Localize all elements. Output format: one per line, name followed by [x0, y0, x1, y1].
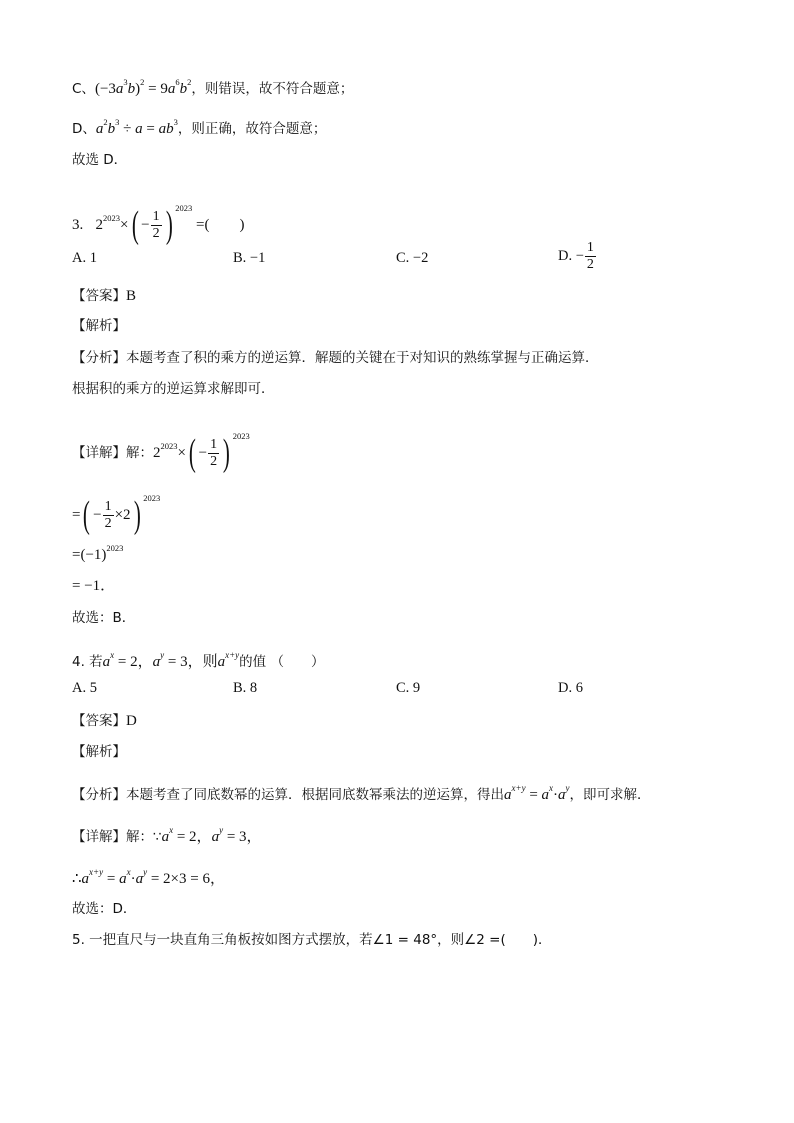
op: =: [103, 871, 120, 887]
option-b: B. 8: [233, 680, 258, 696]
text: ，则正确，故符合题意；: [177, 121, 327, 137]
op: ×: [120, 217, 129, 233]
fraction: [103, 499, 114, 532]
var: a: [541, 787, 550, 803]
text: = 3，则: [164, 654, 218, 670]
analysis-text-3: 【分析】本题考查了积的乘方的逆运算．解题的关键在于对知识的熟练掌握与正确运算．: [72, 350, 599, 366]
close-paren: ): [222, 432, 230, 474]
op: ×2: [114, 507, 131, 523]
var: a: [161, 829, 170, 845]
op: ×: [177, 445, 186, 461]
option-a: A. 5: [72, 680, 97, 696]
label: D、: [72, 121, 96, 137]
var: a: [504, 787, 512, 803]
close-paren: ): [133, 494, 141, 536]
text: 的值 （ ）: [239, 654, 325, 670]
denominator: 2: [586, 257, 594, 272]
var: a: [211, 829, 220, 845]
exp: 2023: [175, 203, 193, 213]
option-d: [558, 240, 597, 273]
detail-3: [72, 416, 250, 473]
minus: −: [198, 445, 208, 461]
option-b: B. −1: [233, 250, 266, 266]
option-d-explanation: [72, 112, 326, 139]
therefore-symbol: ∴: [72, 871, 82, 887]
conclusion-3: 故选：B．: [72, 610, 136, 626]
var: a: [95, 121, 104, 137]
var: a: [158, 121, 167, 137]
text: 4. 若: [72, 654, 103, 670]
option-c-explanation: [72, 72, 353, 99]
var: b: [107, 121, 116, 137]
equals: =: [72, 507, 81, 523]
exp: y: [565, 783, 570, 793]
exp: x: [549, 783, 554, 793]
exp: x+y: [89, 867, 104, 877]
exp: 6: [175, 77, 180, 87]
exp: 3: [173, 117, 178, 127]
text: =( ): [192, 217, 245, 233]
text: = 2，: [173, 829, 212, 845]
conclusion-text: 故选 D．: [72, 152, 128, 168]
exp: 2023: [103, 213, 121, 223]
exp: 3: [115, 117, 120, 127]
question-3: [72, 188, 245, 245]
question-4: [72, 645, 324, 672]
equals: =: [72, 547, 81, 563]
answer-label: 【答案】: [72, 288, 126, 304]
answer-4: [72, 711, 137, 731]
open-paren: (: [94, 81, 100, 97]
step-1: [72, 478, 160, 535]
close-paren: ): [165, 204, 173, 246]
answer-label: 【答案】: [72, 713, 126, 729]
question-number: 3.: [72, 217, 84, 233]
exp: y: [143, 867, 148, 877]
exp: y: [160, 650, 165, 660]
option-c: C. −2: [396, 250, 429, 266]
analysis-text-3b: 根据积的乘方的逆运算求解即可．: [72, 381, 275, 397]
var: a: [119, 871, 127, 887]
var: a: [217, 654, 226, 670]
exp: 2: [187, 77, 192, 87]
base: (−1): [80, 547, 107, 563]
equals: = 9: [144, 81, 168, 97]
var: a: [135, 871, 144, 887]
step-2: [72, 538, 123, 565]
coef: −3: [99, 81, 116, 97]
detail-label: 【详解】解：: [72, 445, 153, 461]
numerator: 1: [586, 240, 594, 255]
op: ·: [130, 871, 136, 887]
var: a: [558, 787, 566, 803]
option-d: D. 6: [558, 680, 583, 696]
base: 2: [95, 217, 104, 233]
exp: 3: [123, 77, 128, 87]
var: a: [102, 654, 111, 670]
conclusion-4: 故选：D．: [72, 901, 137, 917]
step-3: = −1．: [72, 578, 116, 594]
var: a: [167, 81, 176, 97]
var: b: [166, 121, 174, 137]
step-4: [72, 862, 225, 889]
open-paren: (: [131, 204, 139, 246]
text: 【分析】本题考查了同底数幂的运算．根据同底数幂乘法的逆运算，得出: [72, 787, 504, 803]
op: ÷: [119, 121, 136, 137]
minus: −: [141, 217, 150, 233]
op: ·: [553, 787, 559, 803]
exp: 2023: [143, 493, 161, 503]
answer-value: B: [126, 288, 137, 304]
analysis-label-3: 【解析】: [72, 318, 126, 334]
text: = 2，: [114, 654, 153, 670]
analysis-text-4: [72, 778, 651, 805]
numerator: 1: [104, 498, 112, 514]
exp: 2: [140, 77, 145, 87]
op: =: [525, 787, 542, 803]
option-c: C. 9: [396, 680, 421, 696]
denominator: 2: [104, 515, 112, 531]
question-5: 5. 一把直尺与一块直角三角板按如图方式摆放，若∠1 = 48°，则∠2 =( )．: [72, 932, 552, 948]
text: ，则错误，故不符合题意；: [191, 81, 354, 97]
exp: 2023: [106, 543, 124, 553]
close-paren: ): [135, 81, 141, 97]
exp: x+y: [225, 650, 240, 660]
op: =: [142, 121, 159, 137]
var: b: [127, 81, 136, 97]
var: a: [152, 654, 161, 670]
open-paren: (: [83, 494, 91, 536]
var: a: [81, 871, 90, 887]
base: 2: [153, 445, 161, 461]
var: b: [179, 81, 188, 97]
label: D. −: [558, 248, 584, 264]
denominator: 2: [152, 225, 160, 241]
open-paren: (: [188, 432, 196, 474]
numerator: 1: [210, 436, 218, 452]
exp: 2: [103, 117, 108, 127]
exp: 2023: [160, 441, 178, 451]
minus: −: [93, 507, 102, 523]
fraction: [208, 437, 219, 470]
answer-3: [72, 286, 136, 306]
text: ，即可求解．: [569, 787, 651, 803]
option-a: A. 1: [72, 250, 97, 266]
exp: x: [126, 867, 131, 877]
denominator: 2: [210, 453, 218, 469]
analysis-label-4: 【解析】: [72, 744, 126, 760]
text: = 2×3 = 6，: [147, 871, 225, 887]
exp: x+y: [511, 783, 526, 793]
label: C、: [72, 81, 95, 97]
exp: y: [219, 825, 224, 835]
detail-4: [72, 820, 262, 847]
var: a: [135, 121, 143, 137]
numerator: 1: [152, 208, 160, 224]
fraction: [151, 209, 162, 242]
fraction: [585, 240, 596, 273]
answer-value: D: [126, 713, 137, 729]
exp: 2023: [232, 431, 250, 441]
text: = 3，: [223, 829, 262, 845]
exp: x: [110, 650, 115, 660]
var: a: [115, 81, 124, 97]
detail-label: 【详解】解：∵: [72, 829, 162, 845]
exp: x: [169, 825, 174, 835]
